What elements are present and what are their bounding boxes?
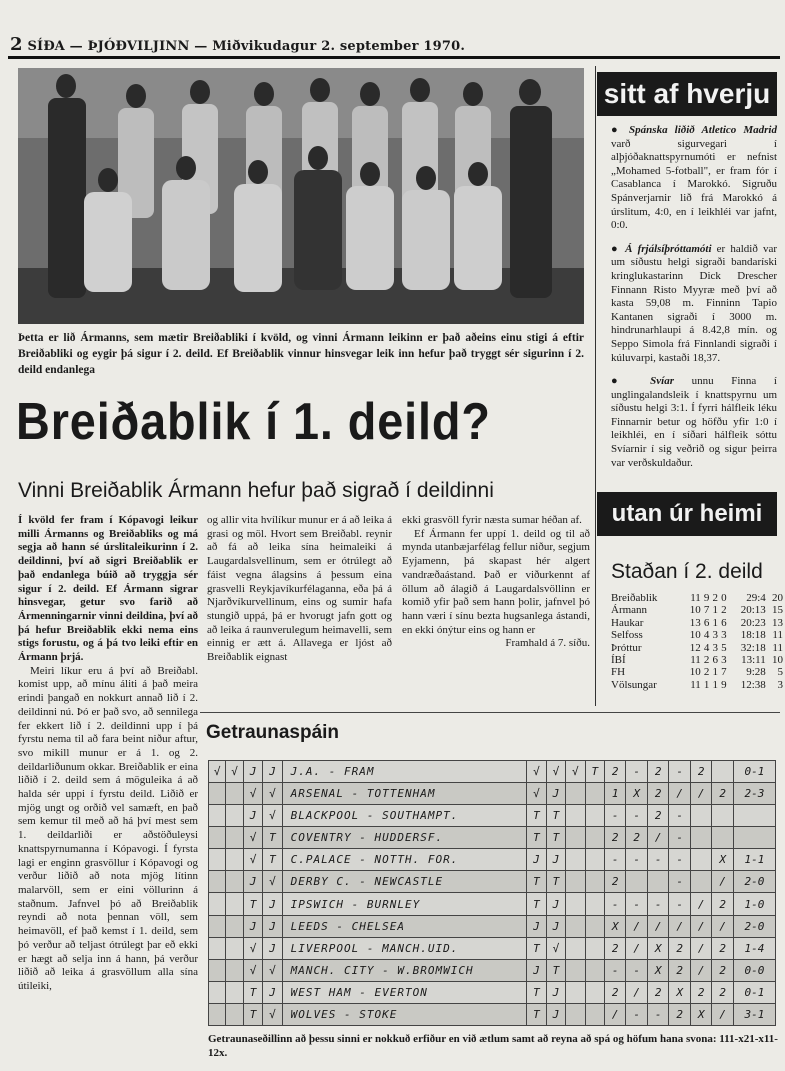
coupon-cell: - (626, 959, 647, 981)
coupon-cell: - (669, 805, 690, 827)
coupon-cell: J (243, 805, 262, 827)
coupon-cell: 2 (626, 827, 647, 849)
standings-cell: 6 (703, 616, 710, 629)
coupon-cell (226, 893, 243, 915)
coupon-cell (712, 761, 733, 783)
coupon-cell: - (626, 761, 647, 783)
team-name: Þróttur (611, 641, 642, 654)
standings-cell: 3 (721, 629, 727, 642)
coupon-cell (585, 849, 604, 871)
coupon-cell: / (626, 937, 647, 959)
page-number: 2 (10, 34, 23, 55)
coupon-cell: T (527, 937, 546, 959)
coupon-cell: 2 (712, 893, 733, 915)
coupon-cell: 2 (647, 805, 668, 827)
standings-cell: 3 (712, 641, 718, 654)
coupon-cell: / (690, 783, 711, 805)
coupon-cell: X (626, 783, 647, 805)
coupon-cell (566, 893, 585, 915)
coupon-cell (566, 937, 585, 959)
coupon-cell: √ (527, 783, 546, 805)
coupon-row (209, 849, 776, 871)
coupon-cell: 2 (712, 937, 733, 959)
standings-cell: 20:23 (740, 616, 766, 629)
coupon-cell (226, 1003, 243, 1025)
coupon-cell: J (546, 783, 565, 805)
coupon-cell: 2-0 (733, 915, 775, 937)
coupon-cell: T (527, 827, 546, 849)
coupon-cell (585, 871, 604, 893)
coupon-cell: X (669, 981, 690, 1003)
team-photo-figures (18, 68, 584, 324)
coupon-row (209, 827, 776, 849)
standings-cell: 9:28 (746, 666, 766, 679)
standings-cell: 3 (777, 678, 783, 691)
article-body-3a: ekki grasvöll fyrir næsta sumar héðan af. (402, 514, 582, 526)
coupon-cell (690, 805, 711, 827)
coupon-cell: J (263, 915, 282, 937)
coupon-cell (209, 893, 226, 915)
coupon-cell: T (263, 827, 282, 849)
coupon-cell: √ (243, 959, 262, 981)
coupon-cell (585, 959, 604, 981)
coupon-cell: 1-4 (733, 937, 775, 959)
coupon-cell: 2-3 (733, 783, 775, 805)
article-subhead: Vinni Breiðablik Ármann hefur það sigrað í deildinni (18, 479, 494, 502)
coupon-cell: J (527, 915, 546, 937)
coupon-cell (566, 783, 585, 805)
coupon-cell: - (647, 1003, 668, 1025)
coupon-cell: - (669, 761, 690, 783)
standings-cell: 10 (772, 654, 783, 667)
coupon-cell (209, 981, 226, 1003)
coupon-cell: √ (243, 849, 262, 871)
standings-cell: 12 (689, 641, 701, 654)
coupon-cell: / (626, 915, 647, 937)
coupon-cell: 2 (647, 783, 668, 805)
header-rule (8, 56, 780, 59)
match-name: WOLVES - STOKE (282, 1003, 527, 1025)
coupon-cell (209, 871, 226, 893)
coupon-cell (566, 959, 585, 981)
coupon-cell: / (605, 1003, 626, 1025)
standings-cell: 1 (703, 678, 710, 691)
standings-cell: 2 (721, 604, 727, 617)
coupon-cell: T (243, 1003, 262, 1025)
match-name: ARSENAL - TOTTENHAM (282, 783, 527, 805)
coupon-cell: / (690, 959, 711, 981)
standings-table (611, 592, 783, 691)
coupon-cell (712, 805, 733, 827)
coupon-cell: - (669, 893, 690, 915)
coupon-cell: 2 (712, 981, 733, 1003)
coupon-cell: J (527, 849, 546, 871)
coupon-cell (585, 827, 604, 849)
coupon-cell: √ (546, 761, 565, 783)
coupon-cell: 2 (647, 981, 668, 1003)
coupon-cell: / (690, 893, 711, 915)
coupon-cell: / (690, 937, 711, 959)
coupon-cell: J (546, 849, 565, 871)
coupon-cell: √ (243, 827, 262, 849)
match-name: MANCH. CITY - W.BROMWICH (282, 959, 527, 981)
coupon-cell: J (263, 981, 282, 1003)
standings-cell: 7 (703, 604, 710, 617)
coupon-cell: T (546, 827, 565, 849)
getraun-title: Getraunaspáin (206, 722, 340, 743)
team-name: Breiðablik (611, 592, 658, 604)
coupon-cell: / (669, 783, 690, 805)
match-name: BLACKPOOL - SOUTHAMPT. (282, 805, 527, 827)
coupon-cell: - (669, 871, 690, 893)
standings-cell: 1 (712, 604, 718, 617)
standings-cell: 13 (689, 616, 701, 629)
standings-cell: 29:4 (746, 592, 766, 604)
standings-title: Staðan í 2. deild (611, 560, 763, 583)
coupon-cell: - (626, 849, 647, 871)
match-name: LEEDS - CHELSEA (282, 915, 527, 937)
standings-row (611, 679, 783, 691)
standings-cell: 11 (772, 641, 783, 654)
coupon-cell: 3-1 (733, 1003, 775, 1025)
standings-cell: 9 (721, 678, 727, 691)
coupon-cell: 2 (669, 1003, 690, 1025)
coupon-row (209, 871, 776, 893)
standings-cell: 4 (703, 641, 710, 654)
coupon-cell (226, 915, 243, 937)
standings-cell: 15 (772, 604, 783, 617)
standings-cell: 11 (690, 654, 701, 667)
article-lead: Í kvöld fer fram í Kópavogi leikur milli Ármanns og Breiðabliks og má segja að hann sé úrslitaleikurinn í 2. deildinni, því að sigri Breiðablik er það endanlega búið að tryggja sér sigur í 2. deild. Ef Ármann sigrar hinsvegar, getur svo farið að Ármenningarnir vinni deildina, því að þá hefur Breiðablik ekki nema eins stigs forustu, og á þá tvo leiki eftir en Ármann þrjá. (18, 514, 198, 664)
coupon-cell: J (546, 893, 565, 915)
coupon-cell (712, 827, 733, 849)
sidebar-news (611, 124, 777, 480)
coupon-cell: √ (263, 1003, 282, 1025)
standings-cell: 1 (712, 678, 718, 691)
coupon-row (209, 805, 776, 827)
coupon-cell: 1-0 (733, 893, 775, 915)
coupon-cell: √ (243, 937, 262, 959)
standings-cell: 3 (712, 629, 718, 642)
standings-cell: 1 (712, 666, 718, 679)
article-column-1 (18, 514, 198, 994)
header-text: SÍÐA — ÞJÓÐVILJINN — Miðvikudagur 2. september 1970. (27, 39, 466, 54)
coupon-cell (566, 827, 585, 849)
coupon-cell (226, 805, 243, 827)
coupon-cell: 1 (605, 783, 626, 805)
coupon-cell: / (712, 915, 733, 937)
coupon-cell (690, 871, 711, 893)
coupon-cell (226, 981, 243, 1003)
coupon-cell (226, 783, 243, 805)
coupon-cell (226, 937, 243, 959)
coupon-cell: 1-1 (733, 849, 775, 871)
coupon-cell (566, 1003, 585, 1025)
coupon-cell: - (605, 959, 626, 981)
coupon-cell: - (605, 849, 626, 871)
standings-cell: 2 (703, 654, 710, 667)
coupon-cell: T (243, 893, 262, 915)
team-name: Haukar (611, 616, 644, 629)
coupon-cell: - (605, 893, 626, 915)
standings-row (611, 604, 783, 616)
coupon-cell: T (546, 871, 565, 893)
coupon-cell (209, 805, 226, 827)
standings-cell: 4 (703, 629, 710, 642)
coupon-cell (226, 849, 243, 871)
coupon-row (209, 893, 776, 915)
coupon-cell: - (647, 849, 668, 871)
coupon-cell: 0-1 (733, 981, 775, 1003)
coupon-cell: J (243, 915, 262, 937)
standings-cell: 12:38 (740, 678, 766, 691)
coupon-cell: 2 (605, 827, 626, 849)
coupon-cell: J (263, 937, 282, 959)
standings-cell: 6 (721, 616, 727, 629)
standings-cell: 6 (712, 654, 718, 667)
coupon-cell: - (669, 849, 690, 871)
coupon-cell (209, 827, 226, 849)
coupon-cell (566, 805, 585, 827)
coupon-cell: √ (226, 761, 243, 783)
coupon-cell (226, 959, 243, 981)
pools-coupon-table (208, 760, 776, 1026)
standings-cell: 18:18 (740, 629, 766, 642)
standings-cell: 10 (689, 629, 701, 642)
coupon-cell: - (605, 805, 626, 827)
coupon-cell (585, 893, 604, 915)
coupon-cell (585, 915, 604, 937)
standings-cell: 10 (689, 604, 701, 617)
coupon-cell (226, 871, 243, 893)
standings-cell: 13:11 (741, 654, 766, 667)
article-body-3b: Ef Ármann fer uppí 1. deild og til að mynda utanbæjarfélag fellur niður, segjum Eyjamenn, þá skapast hér algert vandræðaástand. Það er viðurkennt af öllum að álagið á Laugardalsvöllinn er komið yfir það sem hann þolir, jafnvel þó hann væri í sínu bezta hugsanlega ástandi, en ekki ónýtur eins og hann er (402, 527, 590, 636)
coupon-cell: J (243, 761, 262, 783)
coupon-cell: T (546, 805, 565, 827)
sidebar-banner-1: sitt af hverju (597, 72, 777, 116)
coupon-cell: √ (263, 959, 282, 981)
coupon-cell (209, 937, 226, 959)
standings-cell: 11 (690, 678, 701, 691)
standings-row (611, 617, 783, 629)
coupon-cell: / (712, 1003, 733, 1025)
coupon-cell: - (626, 805, 647, 827)
coupon-row (209, 783, 776, 805)
coupon-cell: 2-0 (733, 871, 775, 893)
news-item: ● Spánska liðið Atletico Madrid varð sigurvegari í alþjóðaknattspyrnumóti er nefnist „Mohamed 5-fotball", er fram fór í Casablanca í Marokkó. Sigruðu Spánverjarnir lið frá Marokkó á úrslitum, 4:0, en í leikhléi var jafnt, 0:0. (611, 124, 777, 232)
match-name: C.PALACE - NOTTH. FOR. (282, 849, 527, 871)
coupon-row (209, 959, 776, 981)
coupon-cell (566, 871, 585, 893)
standings-cell: 11 (772, 629, 783, 642)
coupon-cell (209, 849, 226, 871)
coupon-cell: 0-1 (733, 761, 775, 783)
standings-row (611, 592, 783, 604)
standings-cell: 10 (689, 666, 701, 679)
coupon-cell (585, 937, 604, 959)
coupon-cell: J (546, 981, 565, 1003)
coupon-row (209, 981, 776, 1003)
coupon-cell (585, 783, 604, 805)
match-name: J.A. - FRAM (282, 761, 527, 783)
coupon-cell: / (647, 827, 668, 849)
page-header (10, 34, 780, 55)
coupon-cell: T (585, 761, 604, 783)
coupon-cell: J (527, 959, 546, 981)
coupon-row (209, 761, 776, 783)
team-name: FH (611, 666, 626, 679)
standings-cell: 20:13 (740, 604, 766, 617)
coupon-cell: 2 (605, 761, 626, 783)
coupon-cell: √ (263, 805, 282, 827)
coupon-cell: √ (527, 761, 546, 783)
standings-cell: 0 (721, 592, 727, 604)
coupon-cell: T (527, 981, 546, 1003)
standings-row (611, 642, 783, 654)
coupon-cell (626, 871, 647, 893)
team-name: ÍBÍ (611, 654, 626, 667)
coupon-cell: T (243, 981, 262, 1003)
coupon-row (209, 937, 776, 959)
coupon-cell: 2 (712, 959, 733, 981)
coupon-cell: - (626, 893, 647, 915)
section-rule (200, 712, 780, 713)
coupon-cell: 2 (647, 761, 668, 783)
standings-cell: 5 (721, 641, 727, 654)
coupon-cell: √ (546, 937, 565, 959)
coupon-cell (566, 849, 585, 871)
sidebar-divider (595, 66, 596, 706)
coupon-cell: T (527, 893, 546, 915)
coupon-cell (566, 915, 585, 937)
coupon-cell (209, 915, 226, 937)
coupon-cell: / (626, 981, 647, 1003)
article-continued: Framhald á 7. síðu. (505, 637, 590, 650)
coupon-caption: Getraunaseðillinn að þessu sinni er nokkuð erfiður en við ætlum samt að reyna að spá og höfum hana svona: 111-x21-x11-12x. (208, 1033, 778, 1059)
coupon-cell: 2 (690, 761, 711, 783)
standings-row (611, 654, 783, 666)
standings-row (611, 629, 783, 641)
coupon-cell: 2 (690, 981, 711, 1003)
coupon-cell (209, 783, 226, 805)
standings-cell: 20 (772, 592, 783, 604)
coupon-cell: √ (263, 783, 282, 805)
coupon-cell (733, 827, 775, 849)
standings-cell: 3 (721, 654, 727, 667)
match-name: IPSWICH - BURNLEY (282, 893, 527, 915)
coupon-cell: 0-0 (733, 959, 775, 981)
article-column-2: og allir vita hvílíkur munur er á að leika á grasi og möl. Hvort sem Breiðabl. reynir að fá að leika sína heimaleiki á Laugardalsvellinum, sem er ótrúlegt að fáist vegna álagsins á þessum eina grasvelli Reykjavíkurfélaganna, eða þá á Njarðvíkurvellinum, eins og sumir hafa stungið uppá, þá er hvorugt jafn gott og að leika á raunverulegum heimavelli, sem einnig er ætt á. Allavega er ljóst að Breiðablik eignast (207, 514, 392, 664)
coupon-cell: / (647, 915, 668, 937)
coupon-cell: - (647, 893, 668, 915)
article-column-3 (402, 514, 590, 651)
coupon-cell (209, 959, 226, 981)
coupon-cell: / (712, 871, 733, 893)
standings-cell: 11 (690, 592, 701, 604)
standings-cell: 2 (712, 592, 718, 604)
team-name: Selfoss (611, 629, 643, 642)
coupon-cell: X (712, 849, 733, 871)
standings-cell: 5 (777, 666, 783, 679)
coupon-cell: T (546, 959, 565, 981)
coupon-row (209, 915, 776, 937)
coupon-cell: J (546, 915, 565, 937)
match-name: LIVERPOOL - MANCH.UID. (282, 937, 527, 959)
standings-cell: 1 (712, 616, 718, 629)
coupon-cell (585, 805, 604, 827)
standings-cell: 32:18 (740, 641, 766, 654)
coupon-cell: X (690, 1003, 711, 1025)
coupon-cell: 2 (669, 959, 690, 981)
standings-cell: 7 (721, 666, 727, 679)
team-name: Völsungar (611, 678, 657, 691)
coupon-cell: X (605, 915, 626, 937)
coupon-cell: 2 (605, 981, 626, 1003)
coupon-cell: T (527, 1003, 546, 1025)
standings-cell: 9 (703, 592, 710, 604)
coupon-cell (585, 1003, 604, 1025)
coupon-cell (690, 827, 711, 849)
coupon-cell: T (263, 849, 282, 871)
coupon-cell (690, 849, 711, 871)
team-name: Ármann (611, 604, 648, 617)
coupon-cell (226, 827, 243, 849)
coupon-cell: 2 (669, 937, 690, 959)
coupon-cell (209, 1003, 226, 1025)
coupon-cell: J (263, 761, 282, 783)
team-photo (18, 68, 584, 324)
coupon-cell: / (690, 915, 711, 937)
coupon-cell: T (527, 805, 546, 827)
standings-cell: 13 (772, 616, 783, 629)
standings-cell: 2 (703, 666, 710, 679)
coupon-cell: J (263, 893, 282, 915)
coupon-cell: J (546, 1003, 565, 1025)
photo-caption: Þetta er lið Ármanns, sem mætir Breiðabliki í kvöld, og vinni Ármann leikinn er það aðeins einu stigi á eftir Breiðabliki og eygir þá sigur í 2. deild. Ef Breiðablik vinnur hinsvegar leik inn hefur það tryggt sér sigurinn í 2. deild endanlega (18, 332, 584, 376)
article-body-1: Meiri líkur eru á því að Breiðabl. komist upp, að mínu áliti á það meira erindi þangað en nokkurt annað lið í 2. deildinni nú. Þó er það svo, að sennilega fer ekkert lið í 2. deildinni upp í þá fyrstu nema til að fara beint niður aftur, svo mikill munur er á 1. og 2. deildarliðunum okkar. Breiðablik er eina liðið í 2. deild sem á möguleika á að halda sér uppi í fyrstu deild. Liðið er mjög ungt og orðið vel samæft, en það sem kemur til með að há því mest sem 1. deildarliði er aðstöðuleysi knattspyrnumanna í Kópavogi. Í fyrsta lagi er enginn grasvöllur í Kópavogi og verður liðið að nota mjög lítinn malarvöll, sem er eini völlurinn á staðnum. Jafnvel þó að Breiðablik reyndi að nota þennan völl, sem heimavöll, ef það kemst í 1. deild, sem þó verður að teljast ótrúlegt þar eð ekki er hægt að selja inn á hann, þá verður liðið að leika á grasvöllum alla sína útileiki, (18, 664, 198, 992)
coupon-cell: X (647, 959, 668, 981)
coupon-cell (647, 871, 668, 893)
coupon-cell (585, 981, 604, 1003)
coupon-cell: 2 (605, 937, 626, 959)
coupon-cell: X (647, 937, 668, 959)
match-name: WEST HAM - EVERTON (282, 981, 527, 1003)
coupon-cell: 2 (712, 783, 733, 805)
coupon-cell (566, 981, 585, 1003)
coupon-cell: - (626, 1003, 647, 1025)
pools-coupon (208, 760, 776, 1026)
coupon-cell: √ (566, 761, 585, 783)
coupon-cell (733, 805, 775, 827)
standings-row (611, 666, 783, 678)
article-headline: Breiðablik í 1. deild? (16, 393, 491, 451)
news-item: ● Á frjálsíþróttamóti er haldið var um síðustu helgi sigraði bandaríski kringlukastarinn Dick Drescher Finnann Risto Myyræ með því að kasta 59,08 m. Finninn Tapio Kantanen sigraði í 3000 m. hindrunarhlaupi á 8.42,8 mín. og Seppo Simola frá Finnlandi sigraði í kúluvarpi, kastaði 18,37. (611, 242, 777, 364)
match-name: COVENTRY - HUDDERSF. (282, 827, 527, 849)
coupon-cell: √ (209, 761, 226, 783)
coupon-cell: √ (263, 871, 282, 893)
sidebar-banner-2: utan úr heimi (597, 492, 777, 536)
coupon-row (209, 1003, 776, 1025)
news-item: ● Svíar unnu Finna í unglingalandsleik í knattspyrnu um síðustu helgi 3:1. Í fyrri hálfleik léku Finnarnir betur og höfðu yfir 1:0 í leikhléi, en í síðari hálfleik sóttu Svíarnir í sig veðrið og sigur þeirra var verðskuldaður. (611, 375, 777, 469)
coupon-cell: J (243, 871, 262, 893)
coupon-cell: √ (243, 783, 262, 805)
coupon-cell: / (669, 915, 690, 937)
coupon-cell: 2 (605, 871, 626, 893)
coupon-cell: - (669, 827, 690, 849)
coupon-cell: T (527, 871, 546, 893)
match-name: DERBY C. - NEWCASTLE (282, 871, 527, 893)
